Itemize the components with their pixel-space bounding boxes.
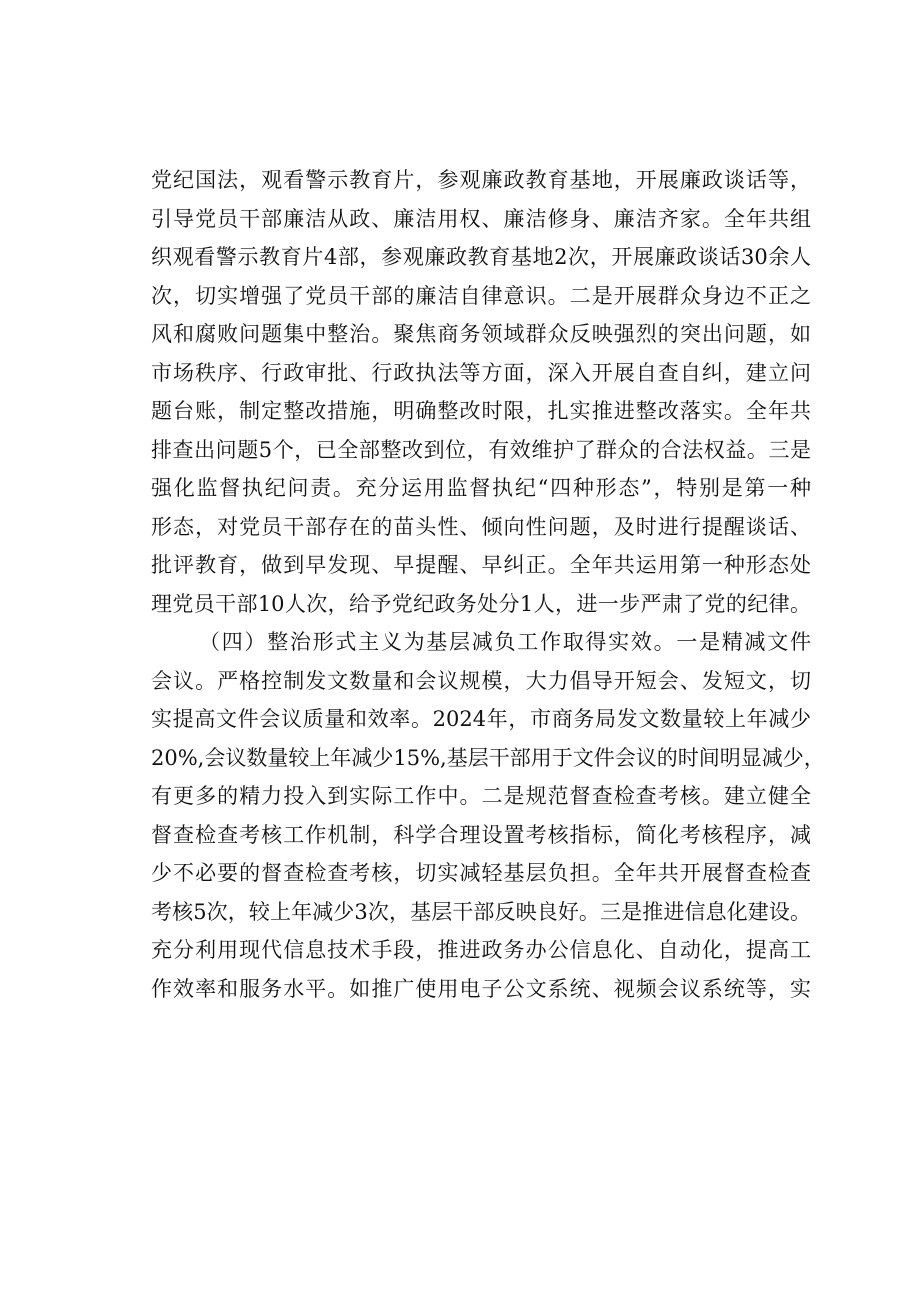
text-line: 强化监督执纪问责。充分运用监督执纪“四种形态”，特别是第一种 — [151, 476, 811, 500]
text-line: 理党员干部10人次，给予党纪政务处分1人，进一步严肃了党的纪律。 — [151, 591, 811, 616]
text-line: 督查检查考核工作机制，科学合理设置考核指标，简化考核程序，减 — [151, 822, 811, 847]
section-heading-line: （四）整治形式主义为基层减负工作取得实效。一是精减文件 — [199, 630, 811, 654]
text-line: 充分利用现代信息技术手段，推进政务办公信息化、自动化，提高工 — [151, 938, 811, 962]
text-line: 党纪国法，观看警示教育片，参观廉政教育基地，开展廉政谈话等， — [151, 168, 811, 192]
text-line: 批评教育，做到早发现、早提醒、早纠正。全年共运用第一种形态处 — [151, 553, 811, 577]
text-line: 风和腐败问题集中整治。聚焦商务领域群众反映强烈的突出问题，如 — [151, 322, 811, 346]
text-line: 少不必要的督查检查考核，切实减轻基层负担。全年共开展督查检查 — [151, 861, 811, 885]
text-line: 排查出问题5个，已全部整改到位，有效维护了群众的合法权益。三是 — [151, 437, 811, 462]
text-line: 会议。严格控制发文数量和会议规模，大力倡导开短会、发短文，切 — [151, 668, 811, 693]
text-line: 引导党员干部廉洁从政、廉洁用权、廉洁修身、廉洁齐家。全年共组 — [151, 206, 811, 231]
text-line: 作效率和服务水平。如推广使用电子公文系统、视频会议系统等，实 — [151, 976, 811, 1001]
text-line: 形态，对党员干部存在的苗头性、倾向性问题，及时进行提醒谈话、 — [151, 514, 811, 539]
text-line: 有更多的精力投入到实际工作中。二是规范督查检查考核。建立健全 — [151, 784, 811, 808]
body-text — [151, 161, 825, 1008]
text-line: 市场秩序、行政审批、行政执法等方面，深入开展自查自纠，建立问 — [151, 360, 811, 385]
text-line: 织观看警示教育片4部，参观廉政教育基地2次，开展廉政谈话30余人 — [151, 245, 811, 269]
text-line: 考核5次，较上年减少3次，基层干部反映良好。三是推进信息化建设。 — [151, 899, 811, 924]
text-line: 题台账，制定整改措施，明确整改时限，扎实推进整改落实。全年共 — [151, 399, 811, 423]
text-line: 实提高文件会议质量和效率。2024年，市商务局发文数量较上年减少 — [151, 707, 811, 731]
text-line: 次，切实增强了党员干部的廉洁自律意识。二是开展群众身边不正之 — [151, 283, 811, 308]
text-line: 20%,会议数量较上年减少15%,基层干部用于文件会议的时间明显减少， — [151, 745, 825, 770]
